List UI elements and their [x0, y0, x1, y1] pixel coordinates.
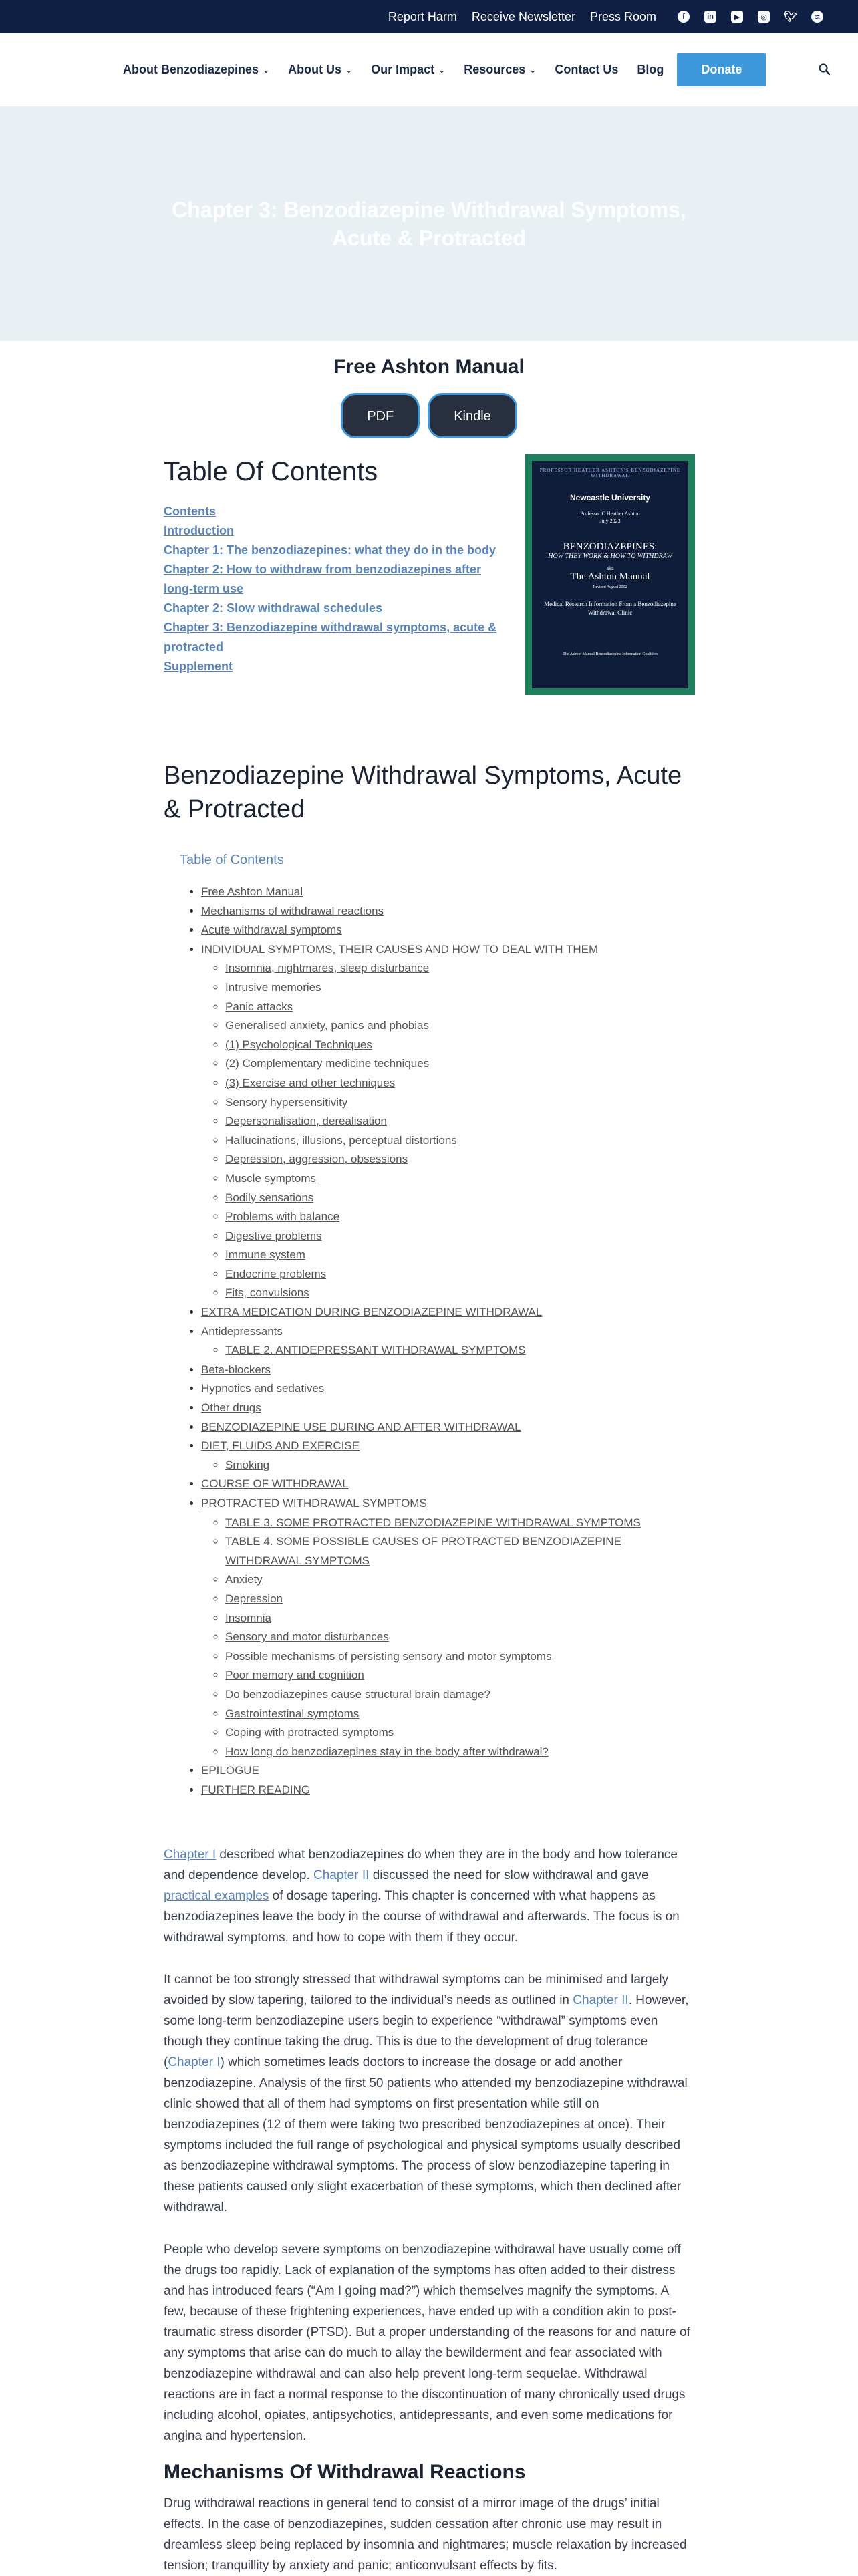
- manual-cover-image: [525, 454, 695, 695]
- inline-toc-sublink[interactable]: Muscle symptoms: [225, 1171, 317, 1185]
- pdf-button[interactable]: PDF: [341, 393, 420, 438]
- inline-toc-subitem: [225, 1265, 693, 1284]
- inline-toc-item: [201, 902, 693, 921]
- inline-toc-item: [201, 921, 693, 940]
- inline-toc-subitem: [225, 1284, 693, 1303]
- nav-blog[interactable]: [637, 63, 664, 77]
- inline-toc-sublink[interactable]: (2) Complementary medicine techniques: [225, 1057, 430, 1070]
- inline-toc-subitem: [225, 998, 693, 1017]
- manual-buttons: [0, 393, 858, 438]
- toc-section: [0, 454, 858, 735]
- press-room-link[interactable]: Press Room: [589, 9, 656, 23]
- text: It cannot be too strongly stressed that withdrawal symptoms can be minimised and largely avoided by slow tapering, tailored to the individual’s needs as outlined in: [164, 1972, 669, 2007]
- inline-toc-sublink[interactable]: Gastrointestinal symptoms: [225, 1707, 360, 1720]
- spotify-icon[interactable]: ≋: [811, 11, 823, 23]
- cover-title: BENZODIAZEPINES:: [563, 541, 658, 552]
- nav-label: Blog: [637, 63, 664, 76]
- inline-toc-sublink[interactable]: TABLE 2. ANTIDEPRESSANT WITHDRAWAL SYMPTOMS: [225, 1344, 526, 1357]
- inline-toc-link[interactable]: BENZODIAZEPINE USE DURING AND AFTER WITHDRAWAL: [201, 1420, 521, 1433]
- chapter-2-link[interactable]: Chapter II: [313, 1868, 370, 1882]
- inline-toc-subitem: [225, 1647, 693, 1667]
- cover-footer: The Ashton Manual Benzodiazepine Information Coalition: [563, 652, 658, 656]
- inline-toc-subitem: [225, 1150, 693, 1169]
- cover-info: Medical Research Information From a Benzodiazepine Withdrawal Clinic: [544, 601, 676, 616]
- inline-toc-sublist: [225, 1341, 693, 1361]
- inline-toc-sublink[interactable]: Fits, convulsions: [225, 1286, 309, 1300]
- inline-toc-subitem: [225, 1609, 693, 1628]
- inline-toc-sublink[interactable]: How long do benzodiazepines stay in the body after withdrawal?: [225, 1745, 549, 1758]
- inline-toc-sublink[interactable]: Insomnia: [225, 1611, 271, 1624]
- toc-panel: [164, 457, 505, 676]
- manual-title: Free Ashton Manual: [333, 355, 525, 378]
- nav-label: Contact Us: [555, 63, 619, 76]
- inline-toc-subitem: [225, 1570, 693, 1590]
- article-title: Benzodiazepine Withdrawal Symptoms, Acute & Protracted: [164, 762, 682, 823]
- search-icon[interactable]: [818, 63, 831, 76]
- inline-toc-sublink[interactable]: Possible mechanisms of persisting sensory and motor symptoms: [225, 1649, 552, 1663]
- instagram-icon[interactable]: ◎: [758, 11, 770, 23]
- inline-toc-item: [201, 1475, 693, 1494]
- paragraph: People who develop severe symptoms on benzodiazepine withdrawal have usually come off the drugs too rapidly. Lack of explanation of the symptoms has often added to their distress and has introduced fears (“Am I going mad?”) which themselves magnify the symptoms. A few, because of these frightening experiences, have ended up with a condition akin to post-traumatic stress disorder (PTSD). But a proper understanding of the reasons for and nature of any symptoms that arise can do much to allay the bewilderment and fear associated with benzodiazepine withdrawal and can also help prevent long-term sequelae. Withdrawal reactions are in fact a normal response to the discontinuation of many chronically used drugs including alcohol, opiates, antipsychotics, antidepressants, and even some medications for angina and hypertension.: [164, 2242, 690, 2443]
- inline-toc-subitem: [225, 1514, 693, 1533]
- inline-toc-sublink[interactable]: Smoking: [225, 1458, 270, 1471]
- facebook-icon[interactable]: f: [678, 11, 690, 23]
- text: of dosage tapering. This chapter is concerned with what happens as benzodiazepines leave the body in the course of withdrawal and afterwards. The focus is on withdrawal symptoms, and how to cope with them if they occur.: [164, 1888, 680, 1945]
- inline-toc-sublink[interactable]: Do benzodiazepines cause structural brain damage?: [225, 1687, 490, 1701]
- section-heading: Mechanisms Of Withdrawal Reactions: [164, 2460, 526, 2483]
- paragraph: [164, 1969, 693, 2218]
- inline-toc-subitem: [225, 1590, 693, 1609]
- inline-toc-subitem: [225, 1036, 693, 1055]
- inline-toc-sublink[interactable]: Depersonalisation, derealisation: [225, 1115, 387, 1128]
- inline-toc-sublink[interactable]: (1) Psychological Techniques: [225, 1038, 372, 1051]
- inline-toc-sublink[interactable]: Digestive problems: [225, 1229, 322, 1242]
- toc-link-chapter-2-schedules[interactable]: Chapter 2: Slow withdrawal schedules: [164, 601, 383, 615]
- inline-toc-link[interactable]: Free Ashton Manual: [201, 885, 303, 898]
- chevron-down-icon: ⌄: [263, 65, 270, 75]
- chevron-down-icon: ⌄: [529, 65, 537, 75]
- inline-toc-link[interactable]: Antidepressants: [201, 1324, 283, 1338]
- inline-toc-subitem: [225, 978, 693, 998]
- inline-toc-item: [201, 1437, 693, 1475]
- inline-toc-sublink[interactable]: Sensory and motor disturbances: [225, 1630, 389, 1644]
- inline-toc-item: [201, 1379, 693, 1399]
- toc-link-chapter-3[interactable]: Chapter 3: Benzodiazepine withdrawal symptoms, acute & protracted: [164, 621, 497, 654]
- chevron-down-icon: ⌄: [345, 65, 353, 75]
- inline-toc-sublink[interactable]: Depression, aggression, obsessions: [225, 1153, 408, 1166]
- toc-heading: Table Of Contents: [164, 457, 378, 486]
- inline-toc-link[interactable]: Acute withdrawal symptoms: [201, 923, 342, 937]
- inline-toc-subitem: [225, 1112, 693, 1131]
- inline-toc-item: [201, 1399, 693, 1418]
- inline-toc-subitem: [225, 1207, 693, 1227]
- inline-toc-sublink[interactable]: Problems with balance: [225, 1210, 340, 1224]
- inline-toc-item: [201, 1494, 693, 1761]
- paragraph: [164, 1844, 693, 1948]
- linkedin-icon[interactable]: in: [704, 11, 716, 23]
- nav-contact-us[interactable]: [555, 63, 618, 77]
- toc-item: [164, 657, 505, 676]
- inline-toc-sublink[interactable]: Coping with protracted symptoms: [225, 1726, 394, 1739]
- university-logo: Newcastle University: [569, 493, 651, 503]
- youtube-icon[interactable]: ▶: [731, 11, 743, 23]
- cover-header: PROFESSOR HEATHER ASHTON'S BENZODIAZEPINE WITHDRAWAL: [539, 468, 681, 478]
- inline-toc-item: [201, 1781, 693, 1800]
- toc-link-supplement[interactable]: Supplement: [164, 660, 233, 673]
- inline-toc-sublink[interactable]: (3) Exercise and other techniques: [225, 1076, 396, 1089]
- inline-toc-sublink[interactable]: Insomnia, nightmares, sleep disturbance: [225, 962, 430, 975]
- inline-toc-link[interactable]: COURSE OF WITHDRAWAL: [201, 1477, 349, 1491]
- inline-toc-subitem: [225, 1341, 693, 1361]
- toc-link-chapter-1[interactable]: Chapter 1: The benzodiazepines: what they do in the body: [164, 543, 496, 557]
- inline-toc-item: [201, 1761, 693, 1781]
- inline-toc-sublink[interactable]: Depression: [225, 1592, 283, 1605]
- inline-toc-sublist: [225, 1456, 693, 1475]
- inline-toc-subitem: [225, 1666, 693, 1685]
- main-nav: [0, 33, 858, 107]
- inline-toc-subitem: [225, 1227, 693, 1246]
- inline-toc-link[interactable]: EXTRA MEDICATION DURING BENZODIAZEPINE WITHDRAWAL: [201, 1306, 543, 1319]
- inline-toc-item: [201, 1361, 693, 1380]
- inline-toc-sublink[interactable]: Generalised anxiety, panics and phobias: [225, 1019, 429, 1032]
- toc-item: [164, 618, 505, 657]
- inline-toc-link[interactable]: PROTRACTED WITHDRAWAL SYMPTOMS: [201, 1497, 427, 1510]
- inline-toc-subitem: [225, 1685, 693, 1705]
- toc-item: [164, 599, 505, 618]
- nav-about-us[interactable]: [288, 63, 352, 77]
- inline-toc-subitem: [225, 1189, 693, 1208]
- toc-link-introduction[interactable]: Introduction: [164, 524, 234, 537]
- report-harm-link[interactable]: Report Harm: [388, 9, 457, 23]
- inline-toc-subitem: [225, 1532, 693, 1570]
- nav-label: About Us: [288, 63, 342, 76]
- cover-inner: [532, 461, 688, 688]
- inline-toc-subitem: [225, 1093, 693, 1113]
- inline-toc-title[interactable]: Table of Contents: [180, 853, 284, 867]
- page-title: Chapter 3: Benzodiazepine Withdrawal Symptoms, Acute & Protracted: [172, 198, 686, 250]
- donate-button[interactable]: Donate: [677, 53, 766, 86]
- inline-toc-subitem: [225, 1628, 693, 1647]
- cover-manual: The Ashton Manual: [570, 571, 650, 582]
- inline-toc-item: [201, 1418, 693, 1437]
- inline-toc-subitem: [225, 1246, 693, 1265]
- inline-toc-sublist: [225, 959, 693, 1303]
- cover-subtitle: HOW THEY WORK & HOW TO WITHDRAW: [548, 553, 672, 560]
- inline-toc-sublink[interactable]: Hallucinations, illusions, perceptual distortions: [225, 1133, 457, 1147]
- toc-item: [164, 560, 505, 599]
- inline-toc-sublink[interactable]: TABLE 3. SOME PROTRACTED BENZODIAZEPINE WITHDRAWAL SYMPTOMS: [225, 1516, 641, 1529]
- inline-toc-link[interactable]: DIET, FLUIDS AND EXERCISE: [201, 1439, 360, 1453]
- inline-toc-subitem: [225, 959, 693, 978]
- nav-resources[interactable]: [464, 63, 536, 77]
- toc-list: [164, 502, 505, 676]
- kindle-button[interactable]: Kindle: [428, 393, 517, 438]
- inline-toc-link[interactable]: FURTHER READING: [201, 1783, 311, 1796]
- nav-label: About Benzodiazepines: [123, 63, 259, 76]
- nav-label: Resources: [464, 63, 526, 76]
- inline-toc-sublink[interactable]: Endocrine problems: [225, 1267, 327, 1280]
- inline-toc-link[interactable]: Mechanisms of withdrawal reactions: [201, 904, 384, 917]
- text: . However, some long-term benzodiazepine users begin to experience “withdrawal” symptoms even though they continue taking the drug. This is due to the development of drug tolerance (: [164, 1993, 689, 2069]
- inline-toc-sublink[interactable]: Intrusive memories: [225, 980, 321, 994]
- nav-our-impact[interactable]: [371, 63, 445, 77]
- inline-toc-subitem: [225, 1723, 693, 1743]
- article: [164, 759, 693, 2576]
- inline-toc-link[interactable]: INDIVIDUAL SYMPTOMS, THEIR CAUSES AND HOW TO DEAL WITH THEM: [201, 942, 599, 956]
- toc-item: [164, 541, 505, 560]
- inline-toc-subitem: [225, 1456, 693, 1475]
- social-links: [678, 11, 823, 23]
- text: discussed the need for slow withdrawal and gave: [369, 1868, 649, 1882]
- top-bar: [0, 0, 858, 33]
- practical-examples-link[interactable]: practical examples: [164, 1888, 269, 1903]
- inline-toc-subitem: [225, 1131, 693, 1151]
- cover-author: Professor C Heather Ashton: [580, 511, 640, 517]
- inline-toc-item: [201, 940, 693, 1303]
- paragraph: Drug withdrawal reactions in general tend to consist of a mirror image of the drugs’ initial effects. In the case of benzodiazepines, sudden cessation after chronic use may result in dreamless sleep being replaced by insomnia and nightmares; muscle relaxation by increased tension; tranquillity by anxiety and panic; anticonvulsant effects by fits.: [164, 2496, 687, 2573]
- inline-toc-sublink[interactable]: TABLE 4. SOME POSSIBLE CAUSES OF PROTRACTED BENZODIAZEPINE WITHDRAWAL SYMPTOMS: [225, 1535, 621, 1567]
- inline-toc-link[interactable]: EPILOGUE: [201, 1764, 259, 1777]
- cover-aka: aka: [606, 565, 614, 571]
- inline-toc-subitem: [225, 1074, 693, 1093]
- toc-item: [164, 521, 505, 541]
- toc-link-chapter-2[interactable]: Chapter 2: How to withdraw from benzodiazepines after long-term use: [164, 563, 482, 595]
- hero-banner: [0, 107, 858, 341]
- inline-toc-sublink[interactable]: Bodily sensations: [225, 1191, 314, 1204]
- text: ) which sometimes leads doctors to increase the dosage or add another benzodiazepine. Analysis of the first 50 patients who attended my benzodiazepine withdrawal clinic showed that all of them had symptoms on first presentation while still on benzodiazepines (12 of them were taking two prescribed benzodiazepines at once). Their symptoms included the full range of psychological and physical symptoms usually described as benzodiazepine withdrawal symptoms. The process of slow benzodiazepine tapering in these patients caused only slight exacerbation of these symptoms, which then declined after withdrawal.: [164, 2055, 688, 2214]
- cover-edition: Revised August 2002: [593, 585, 627, 589]
- inline-toc-link[interactable]: Other drugs: [201, 1401, 261, 1415]
- cover-date: July 2023: [599, 518, 621, 524]
- inline-toc-subitem: [225, 1016, 693, 1036]
- nav-about-benzodiazepines[interactable]: [123, 63, 269, 77]
- inline-toc-list: [201, 883, 693, 1800]
- inline-toc-item: [201, 1303, 693, 1322]
- inline-toc-subitem: [225, 1705, 693, 1724]
- inline-toc-item: [201, 1322, 693, 1361]
- inline-toc-subitem: [225, 1054, 693, 1074]
- twitter-icon[interactable]: 🐦︎: [783, 11, 798, 23]
- chapter-1-link[interactable]: Chapter I: [168, 2055, 221, 2069]
- nav-label: Our Impact: [371, 63, 435, 76]
- inline-toc-sublist: [225, 1514, 693, 1762]
- toc-link-contents[interactable]: Contents: [164, 505, 216, 518]
- chapter-1-link[interactable]: Chapter I: [164, 1847, 217, 1862]
- inline-toc-subitem: [225, 1743, 693, 1762]
- inline-toc-link[interactable]: Beta-blockers: [201, 1363, 271, 1376]
- inline-toc-link[interactable]: Hypnotics and sedatives: [201, 1382, 325, 1395]
- inline-toc-item: [201, 883, 693, 902]
- inline-toc-sublink[interactable]: Sensory hypersensitivity: [225, 1095, 348, 1109]
- inline-toc-subitem: [225, 1169, 693, 1189]
- receive-newsletter-link[interactable]: Receive Newsletter: [471, 9, 575, 23]
- toc-item: [164, 502, 505, 521]
- inline-toc-sublink[interactable]: Poor memory and cognition: [225, 1669, 364, 1682]
- chapter-2-link[interactable]: Chapter II: [573, 1993, 629, 2007]
- chevron-down-icon: ⌄: [438, 65, 446, 75]
- inline-toc-sublink[interactable]: Panic attacks: [225, 1000, 293, 1013]
- inline-toc-sublink[interactable]: Anxiety: [225, 1573, 263, 1586]
- text: described what benzodiazepines do when they are in the body and how tolerance and dependence develop.: [164, 1847, 678, 1882]
- inline-toc-sublink[interactable]: Immune system: [225, 1248, 305, 1262]
